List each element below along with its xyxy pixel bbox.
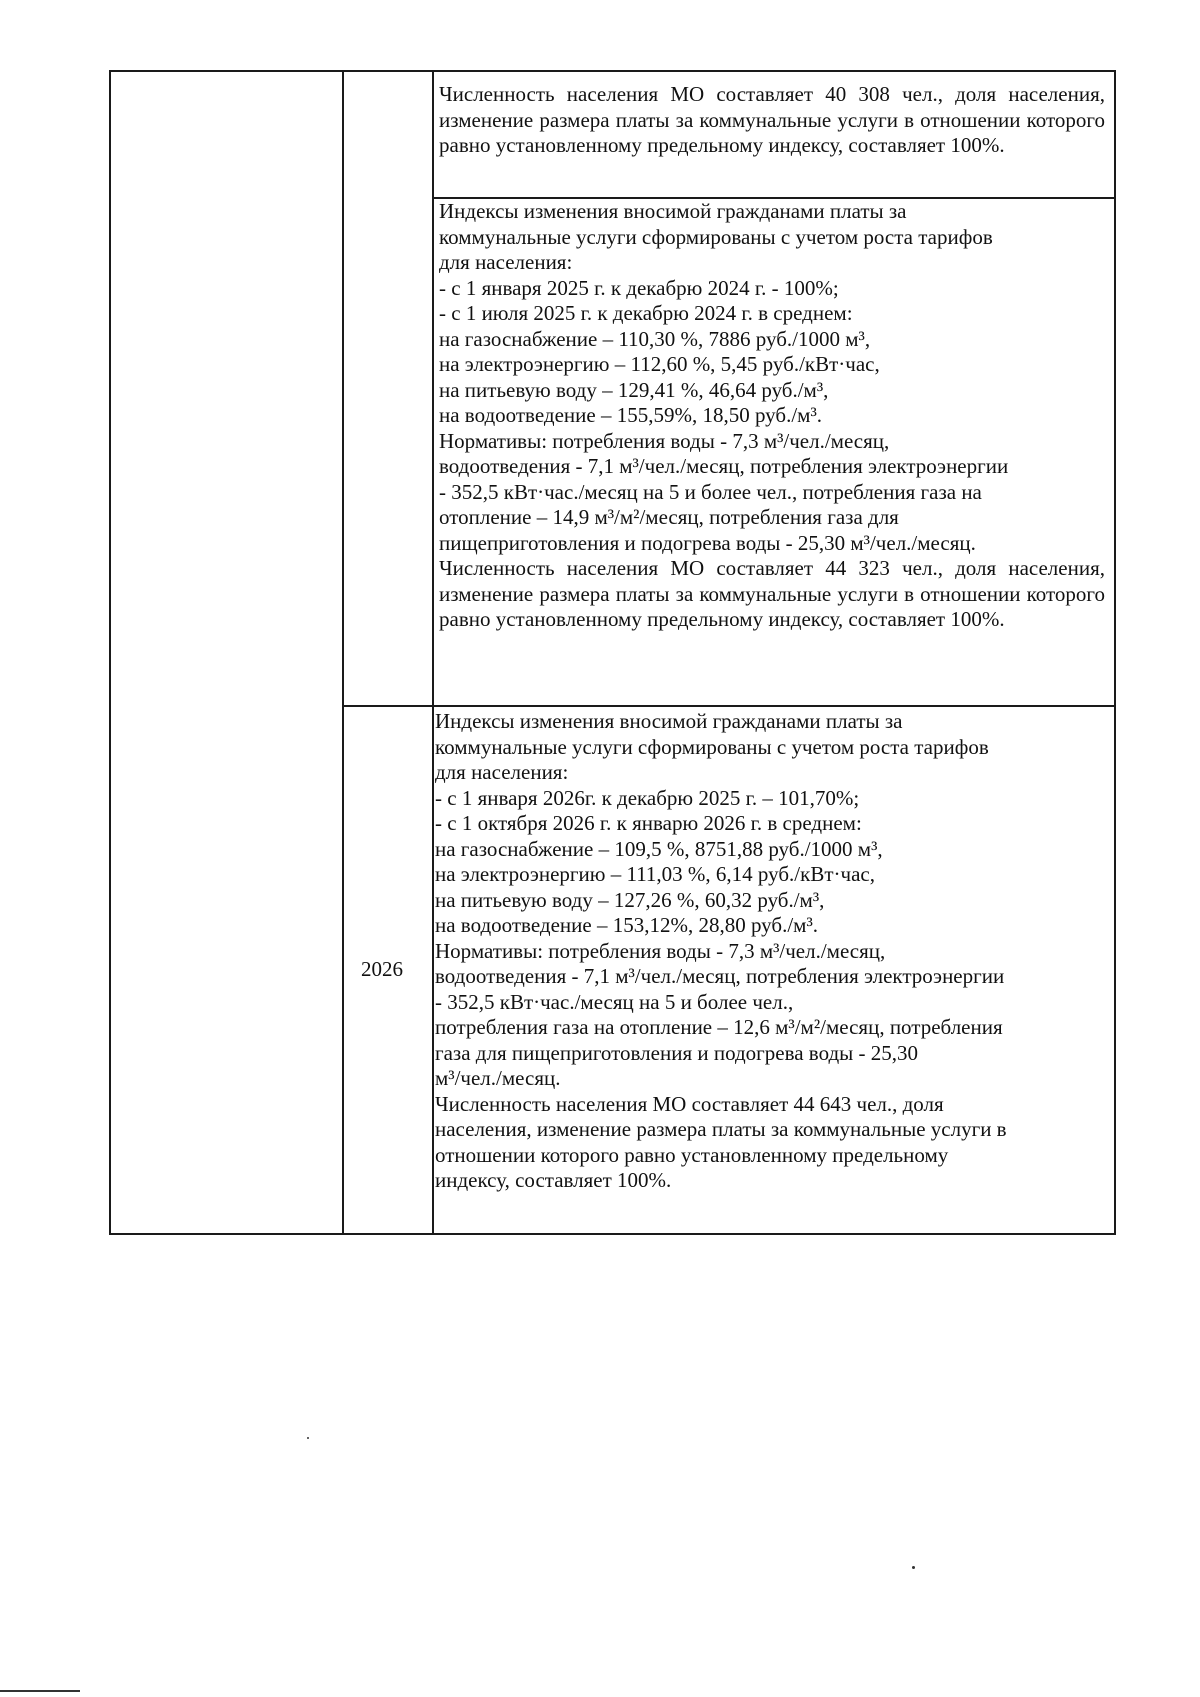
column-divider-2 <box>432 70 434 1235</box>
row3-line: отношении которого равно установленному предельному <box>435 1142 949 1167</box>
row2-line: - 352,5 кВт·час./месяц на 5 и более чел., потребления газа на <box>439 479 982 504</box>
tariff-table <box>109 70 1116 1235</box>
row3-line: Численность населения МО составляет 44 643 чел., доля <box>435 1091 944 1116</box>
row2-line: - с 1 января 2025 г. к декабрю 2024 г. - 100%; <box>439 275 839 300</box>
row3-line: Индексы изменения вносимой гражданами платы за <box>435 709 903 733</box>
row3-line: населения, изменение размера платы за коммунальные услуги в <box>435 1117 1007 1141</box>
row3-line: газа для пищеприготовления и подогрева воды - 25,30 <box>435 1040 919 1065</box>
row2-line: на газоснабжение – 110,30 %, 7886 руб./1000 м³, <box>439 326 871 351</box>
scan-dot <box>912 1566 915 1569</box>
row2-line: на электроэнергию – 112,60 %, 5,45 руб./кВт·час, <box>439 352 880 376</box>
row3-line: - с 1 октября 2026 г. к январю 2026 г. в среднем: <box>435 811 862 835</box>
row2-population-paragraph: Численность населения МО составляет 44 323 чел., доля населения, изменение размера платы за коммунальные услуги в отношении которого равно установленному предельному индексу, составляет 100%. <box>439 556 1105 631</box>
row3-line: для населения: <box>435 760 569 784</box>
scan-dot <box>307 1437 309 1439</box>
row3-content-cell <box>435 709 1110 1194</box>
row3-line: на газоснабжение – 109,5 %, 8751,88 руб./1000 м³, <box>435 836 883 861</box>
row2-line: отопление – 14,9 м³/м²/месяц, потребления газа для <box>439 505 899 529</box>
row2-line: Индексы изменения вносимой гражданами платы за <box>439 199 907 223</box>
row2-line: на питьевую воду – 129,41 %, 46,64 руб./м³, <box>439 377 829 402</box>
row3-line: Нормативы: потребления воды - 7,3 м³/чел./месяц, <box>435 938 886 963</box>
table-border-left <box>109 70 111 1235</box>
row1-population-paragraph: Численность населения МО составляет 40 308 чел., доля населения, изменение размера платы за коммунальные услуги в отношении которого равно установленному предельному индексу, составляет 100%. <box>439 82 1105 157</box>
scan-corner-mark <box>0 1690 80 1692</box>
row3-line: коммунальные услуги сформированы с учетом роста тарифов <box>435 734 989 759</box>
row-divider-2 <box>342 705 1116 707</box>
row3-line: на питьевую воду – 127,26 %, 60,32 руб./м³, <box>435 887 825 912</box>
row1-content-cell <box>439 82 1105 159</box>
row3-line: водоотведения - 7,1 м³/чел./месяц, потребления электроэнергии <box>435 964 1005 988</box>
row2-line: на водоотведение – 155,59%, 18,50 руб./м³. <box>439 403 822 427</box>
row2-content-cell <box>439 199 1109 633</box>
row3-line: - с 1 января 2026г. к декабрю 2025 г. – 101,70%; <box>435 785 860 810</box>
row2-line: водоотведения - 7,1 м³/чел./месяц, потребления электроэнергии <box>439 454 1009 478</box>
row3-line: на электроэнергию – 111,03 %, 6,14 руб./кВт·час, <box>435 862 875 886</box>
table-border-bottom <box>109 1233 1116 1235</box>
year-2026-label: 2026 <box>361 957 403 981</box>
row3-line: - 352,5 кВт·час./месяц на 5 и более чел., <box>435 989 794 1014</box>
row3-line: на водоотведение – 153,12%, 28,80 руб./м³. <box>435 913 818 937</box>
row2-line: для населения: <box>439 250 573 274</box>
row2-line: Нормативы: потребления воды - 7,3 м³/чел./месяц, <box>439 428 890 453</box>
row3-line: потребления газа на отопление – 12,6 м³/м²/месяц, потребления <box>435 1015 1003 1039</box>
row2-line: пищеприготовления и подогрева воды - 25,30 м³/чел./месяц. <box>439 530 976 555</box>
column-divider-1 <box>342 70 344 1235</box>
row3-line: м³/чел./месяц. <box>435 1066 561 1090</box>
row2-line: - с 1 июля 2025 г. к декабрю 2024 г. в среднем: <box>439 301 853 325</box>
row2-line: коммунальные услуги сформированы с учетом роста тарифов <box>439 224 993 249</box>
row3-line: индексу, составляет 100%. <box>435 1168 672 1192</box>
table-border-right <box>1114 70 1116 1235</box>
table-border-top <box>109 70 1116 72</box>
